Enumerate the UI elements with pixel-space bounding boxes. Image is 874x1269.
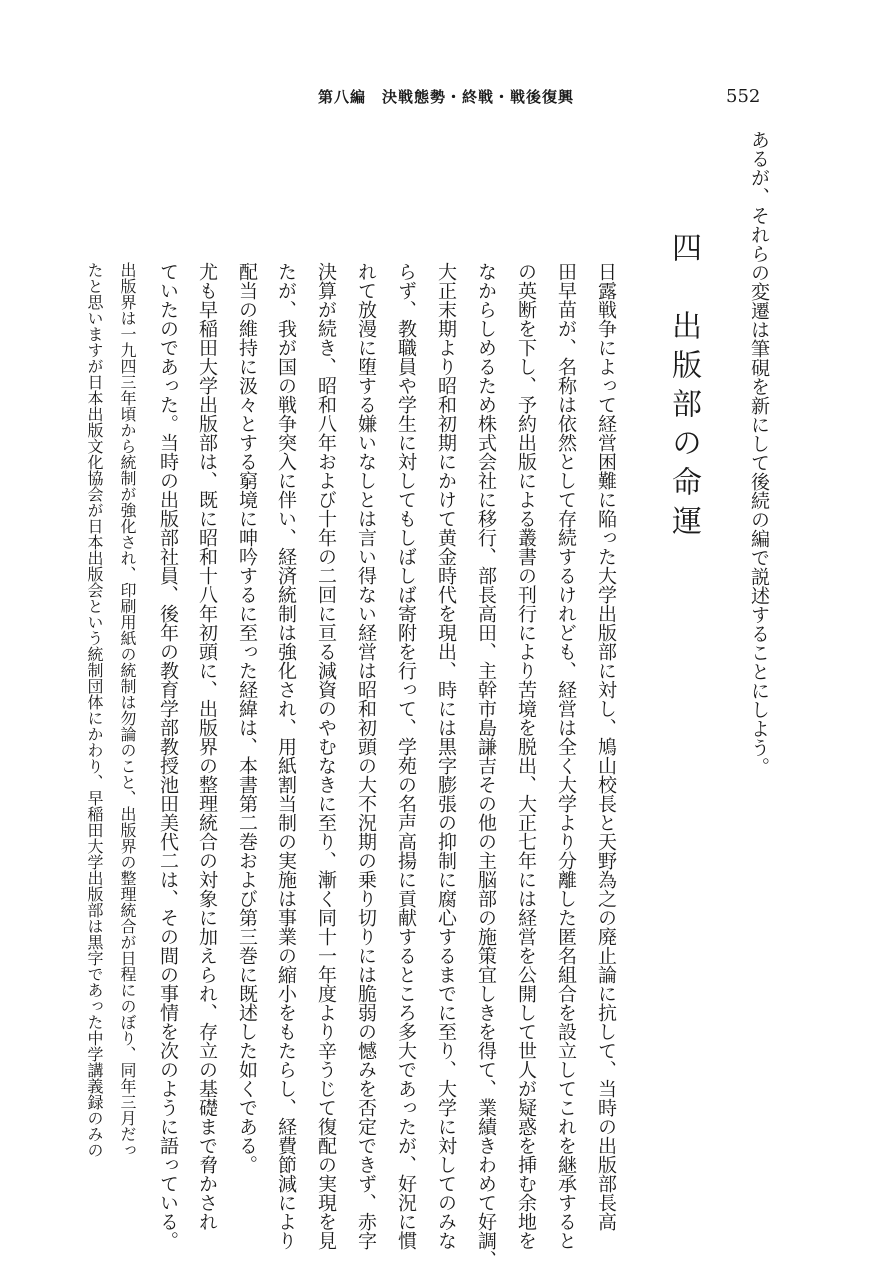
body-line: らず、教職員や学生に対してもしばしば寄附を行って、学苑の名声高揚に貢献するところ多大であったが、好況に慣	[395, 262, 417, 1250]
body-line: ていたのであった。当時の出版部社員、後年の教育学部教授池田美代二は、その間の事情を次のように語っている。	[157, 262, 179, 1250]
body-line: 尤も早稲田大学出版部は、既に昭和十八年初頭に、出版界の整理統合の対象に加えられ、存立の基礎まで脅かされ	[196, 262, 218, 1231]
quote-line: 出版界は一九四三年頃から統制が強化され、印刷用紙の統制は勿論のこと、出版界の整理統合が日程にのぼり、同年三月だっ	[118, 262, 137, 1158]
body-line: れて放漫に堕する嫌いなしとは言い得ない経営は昭和初頭の大不況期の乗り切りには脆弱の憾みを否定できず、赤字	[355, 262, 377, 1250]
body-line: 配当の維持に汲々とする窮境に呻吟するに至った経緯は、本書第二巻および第三巻に既述した如くである。	[236, 262, 258, 1174]
quote-line: たと思いますが日本出版文化協会が日本出版会という統制団体にかわり、早稲田大学出版部は黒字であった中学講義録のみの	[85, 262, 104, 1158]
body-line: 大正末期より昭和初期にかけて黄金時代を現出、時には黒字膨張の抑制に腐心するまでに至り、大学に対してのみな	[435, 262, 457, 1250]
body-line: 田早苗が、名称は依然として存続するけれども、経営は全く大学より分離した匿名組合を設立してこれを継承すると	[555, 262, 577, 1250]
body-line: なからしめるため株式会社に移行、部長高田、主幹市島謙吉その他の主脳部の施策宜しきを得て、業績きわめて好調、	[475, 262, 497, 1269]
section-heading: 四 出版部の命運	[666, 232, 701, 544]
body-line: たが、我が国の戦争突入に伴い、経済統制は強化され、用紙割当制の実施は事業の縮小をもたらし、経費節減により	[275, 262, 297, 1250]
page-number: 552	[726, 86, 761, 107]
body-line: 決算が続き、昭和八年および十年の二回に亘る減資のやむなきに至り、漸く同十一年度より辛うじて復配の実現を見	[315, 262, 337, 1250]
body-line: の英断を下し、予約出版による叢書の刊行により苦境を脱出、大正七年には経営を公開して世人が疑惑を挿む余地を	[515, 262, 537, 1250]
intro-line: あるが、それらの変遷は筆硯を新にして後続の編で説述することにしよう。	[748, 130, 770, 776]
running-head: 第八編 決戦態勢・終戦・戦後復興	[318, 88, 575, 106]
body-line: 日露戦争によって経営困難に陥った大学出版部に対し、鳩山校長と天野為之の廃止論に抗して、当時の出版部長高	[595, 262, 617, 1231]
